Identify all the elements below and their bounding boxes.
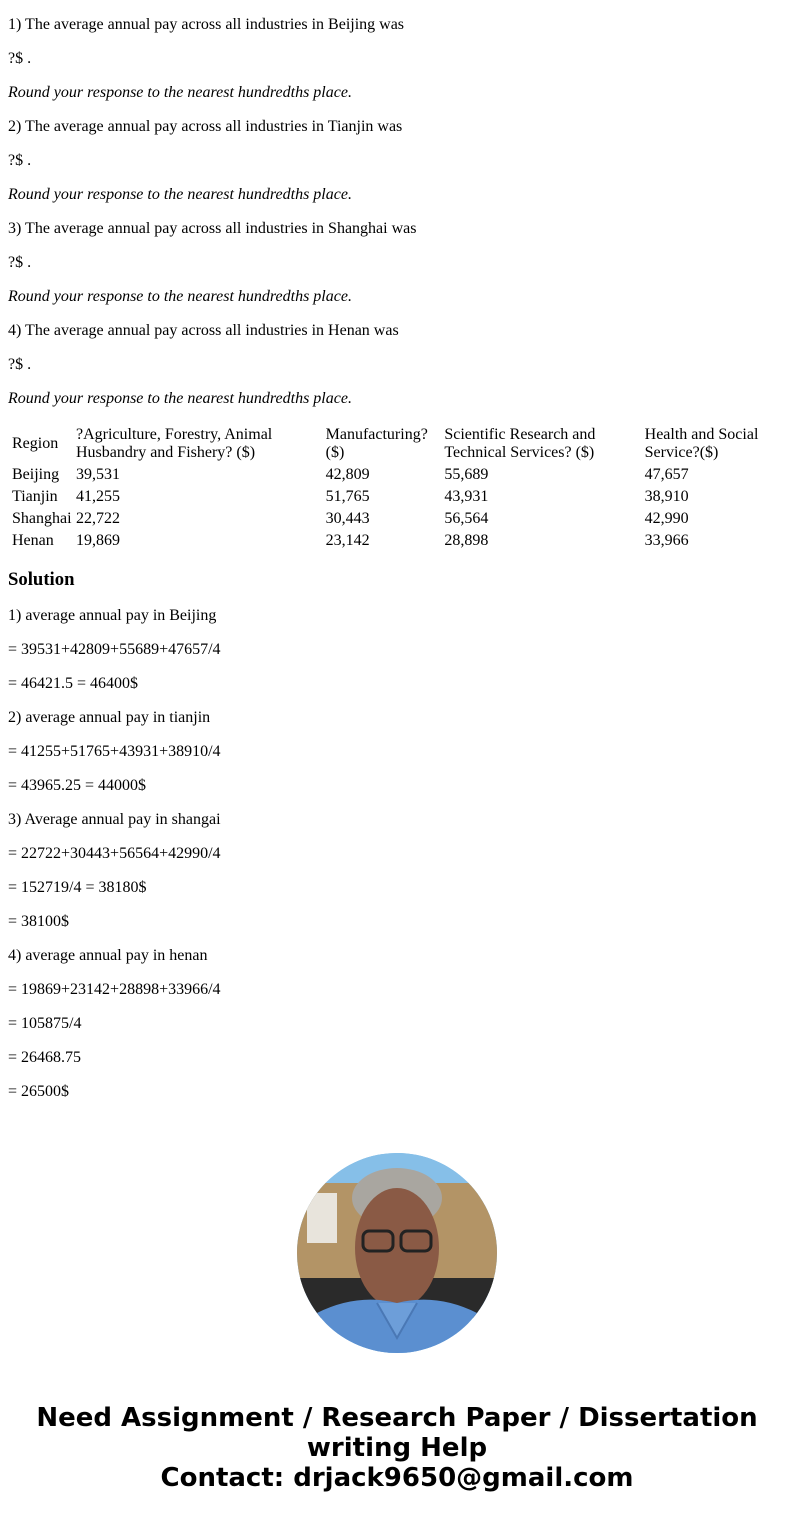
table-header-row — [11, 425, 784, 463]
question-1 — [8, 16, 786, 102]
cell: 51,765 — [325, 488, 370, 505]
header-cell: Scientific Research and Technical Services? ($) — [444, 426, 596, 461]
header-cell: Region — [12, 435, 59, 452]
question-4 — [8, 322, 786, 408]
solution-line: = 22722+30443+56564+42990/4 — [8, 845, 221, 862]
question-3 — [8, 220, 786, 306]
cell: 30,443 — [325, 510, 370, 527]
question-text: 3) The average annual pay across all industries in Shanghai was — [8, 220, 417, 237]
table-row — [11, 509, 784, 529]
cell: 47,657 — [644, 466, 689, 483]
cell: 42,809 — [325, 466, 370, 483]
cell: 55,689 — [444, 466, 489, 483]
solution-line: = 38100$ — [8, 913, 70, 930]
author-avatar — [297, 1153, 497, 1353]
solution-line: = 39531+42809+55689+47657/4 — [8, 641, 221, 658]
cell: 56,564 — [444, 510, 489, 527]
cell: 38,910 — [644, 488, 689, 505]
cell: Shanghai — [12, 510, 72, 527]
cell: 41,255 — [75, 488, 120, 505]
header-cell: ?Agriculture, Forestry, Animal Husbandry and Fishery? ($) — [75, 426, 273, 461]
rounding-hint: Round your response to the nearest hundredths place. — [8, 84, 352, 101]
rounding-hint: Round your response to the nearest hundredths place. — [8, 186, 352, 203]
cell: 39,531 — [75, 466, 120, 483]
answer-blank: ?$ . — [8, 152, 32, 169]
cell: Beijing — [12, 466, 60, 483]
cell: 33,966 — [644, 532, 689, 549]
question-text: 1) The average annual pay across all industries in Beijing was — [8, 16, 405, 33]
header-cell: Health and Social Service?($) — [644, 426, 759, 461]
question-text: 2) The average annual pay across all industries in Tianjin was — [8, 118, 403, 135]
cell: Henan — [12, 532, 54, 549]
rounding-hint: Round your response to the nearest hundredths place. — [8, 390, 352, 407]
question-2 — [8, 118, 786, 204]
solution-line: = 26468.75 — [8, 1049, 82, 1066]
solution-line: = 43965.25 = 44000$ — [8, 777, 147, 794]
solution-line: = 152719/4 = 38180$ — [8, 879, 147, 896]
solution-line: 2) average annual pay in tianjin — [8, 709, 211, 726]
solution-heading: Solution — [8, 569, 75, 590]
cell: 23,142 — [325, 532, 370, 549]
cell: 28,898 — [444, 532, 489, 549]
footer-tagline: Need Assignment / Research Paper / Dissertation writing Help — [36, 1403, 758, 1463]
cell: Tianjin — [12, 488, 58, 505]
solution-line: = 26500$ — [8, 1083, 70, 1100]
cell: 43,931 — [444, 488, 489, 505]
cell: 19,869 — [75, 532, 120, 549]
header-cell: Manufacturing?($) — [325, 426, 428, 461]
solution-line: = 41255+51765+43931+38910/4 — [8, 743, 221, 760]
answer-blank: ?$ . — [8, 254, 32, 271]
answer-blank: ?$ . — [8, 50, 32, 67]
solution-line: 3) Average annual pay in shangai — [8, 811, 221, 828]
contact-footer — [0, 1403, 794, 1493]
answer-blank: ?$ . — [8, 356, 32, 373]
solution-line: = 19869+23142+28898+33966/4 — [8, 981, 221, 998]
cell: 42,990 — [644, 510, 689, 527]
table-row — [11, 531, 784, 551]
cell: 22,722 — [75, 510, 120, 527]
table-row — [11, 487, 784, 507]
pay-table — [9, 423, 786, 553]
rounding-hint: Round your response to the nearest hundredths place. — [8, 288, 352, 305]
question-text: 4) The average annual pay across all industries in Henan was — [8, 322, 399, 339]
solution-line: = 46421.5 = 46400$ — [8, 675, 139, 692]
solution-body — [8, 607, 786, 1101]
solution-line: 4) average annual pay in henan — [8, 947, 208, 964]
table-row — [11, 465, 784, 485]
solution-line: = 105875/4 — [8, 1015, 82, 1032]
solution-line: 1) average annual pay in Beijing — [8, 607, 217, 624]
footer-contact: Contact: drjack9650@gmail.com — [160, 1463, 634, 1493]
